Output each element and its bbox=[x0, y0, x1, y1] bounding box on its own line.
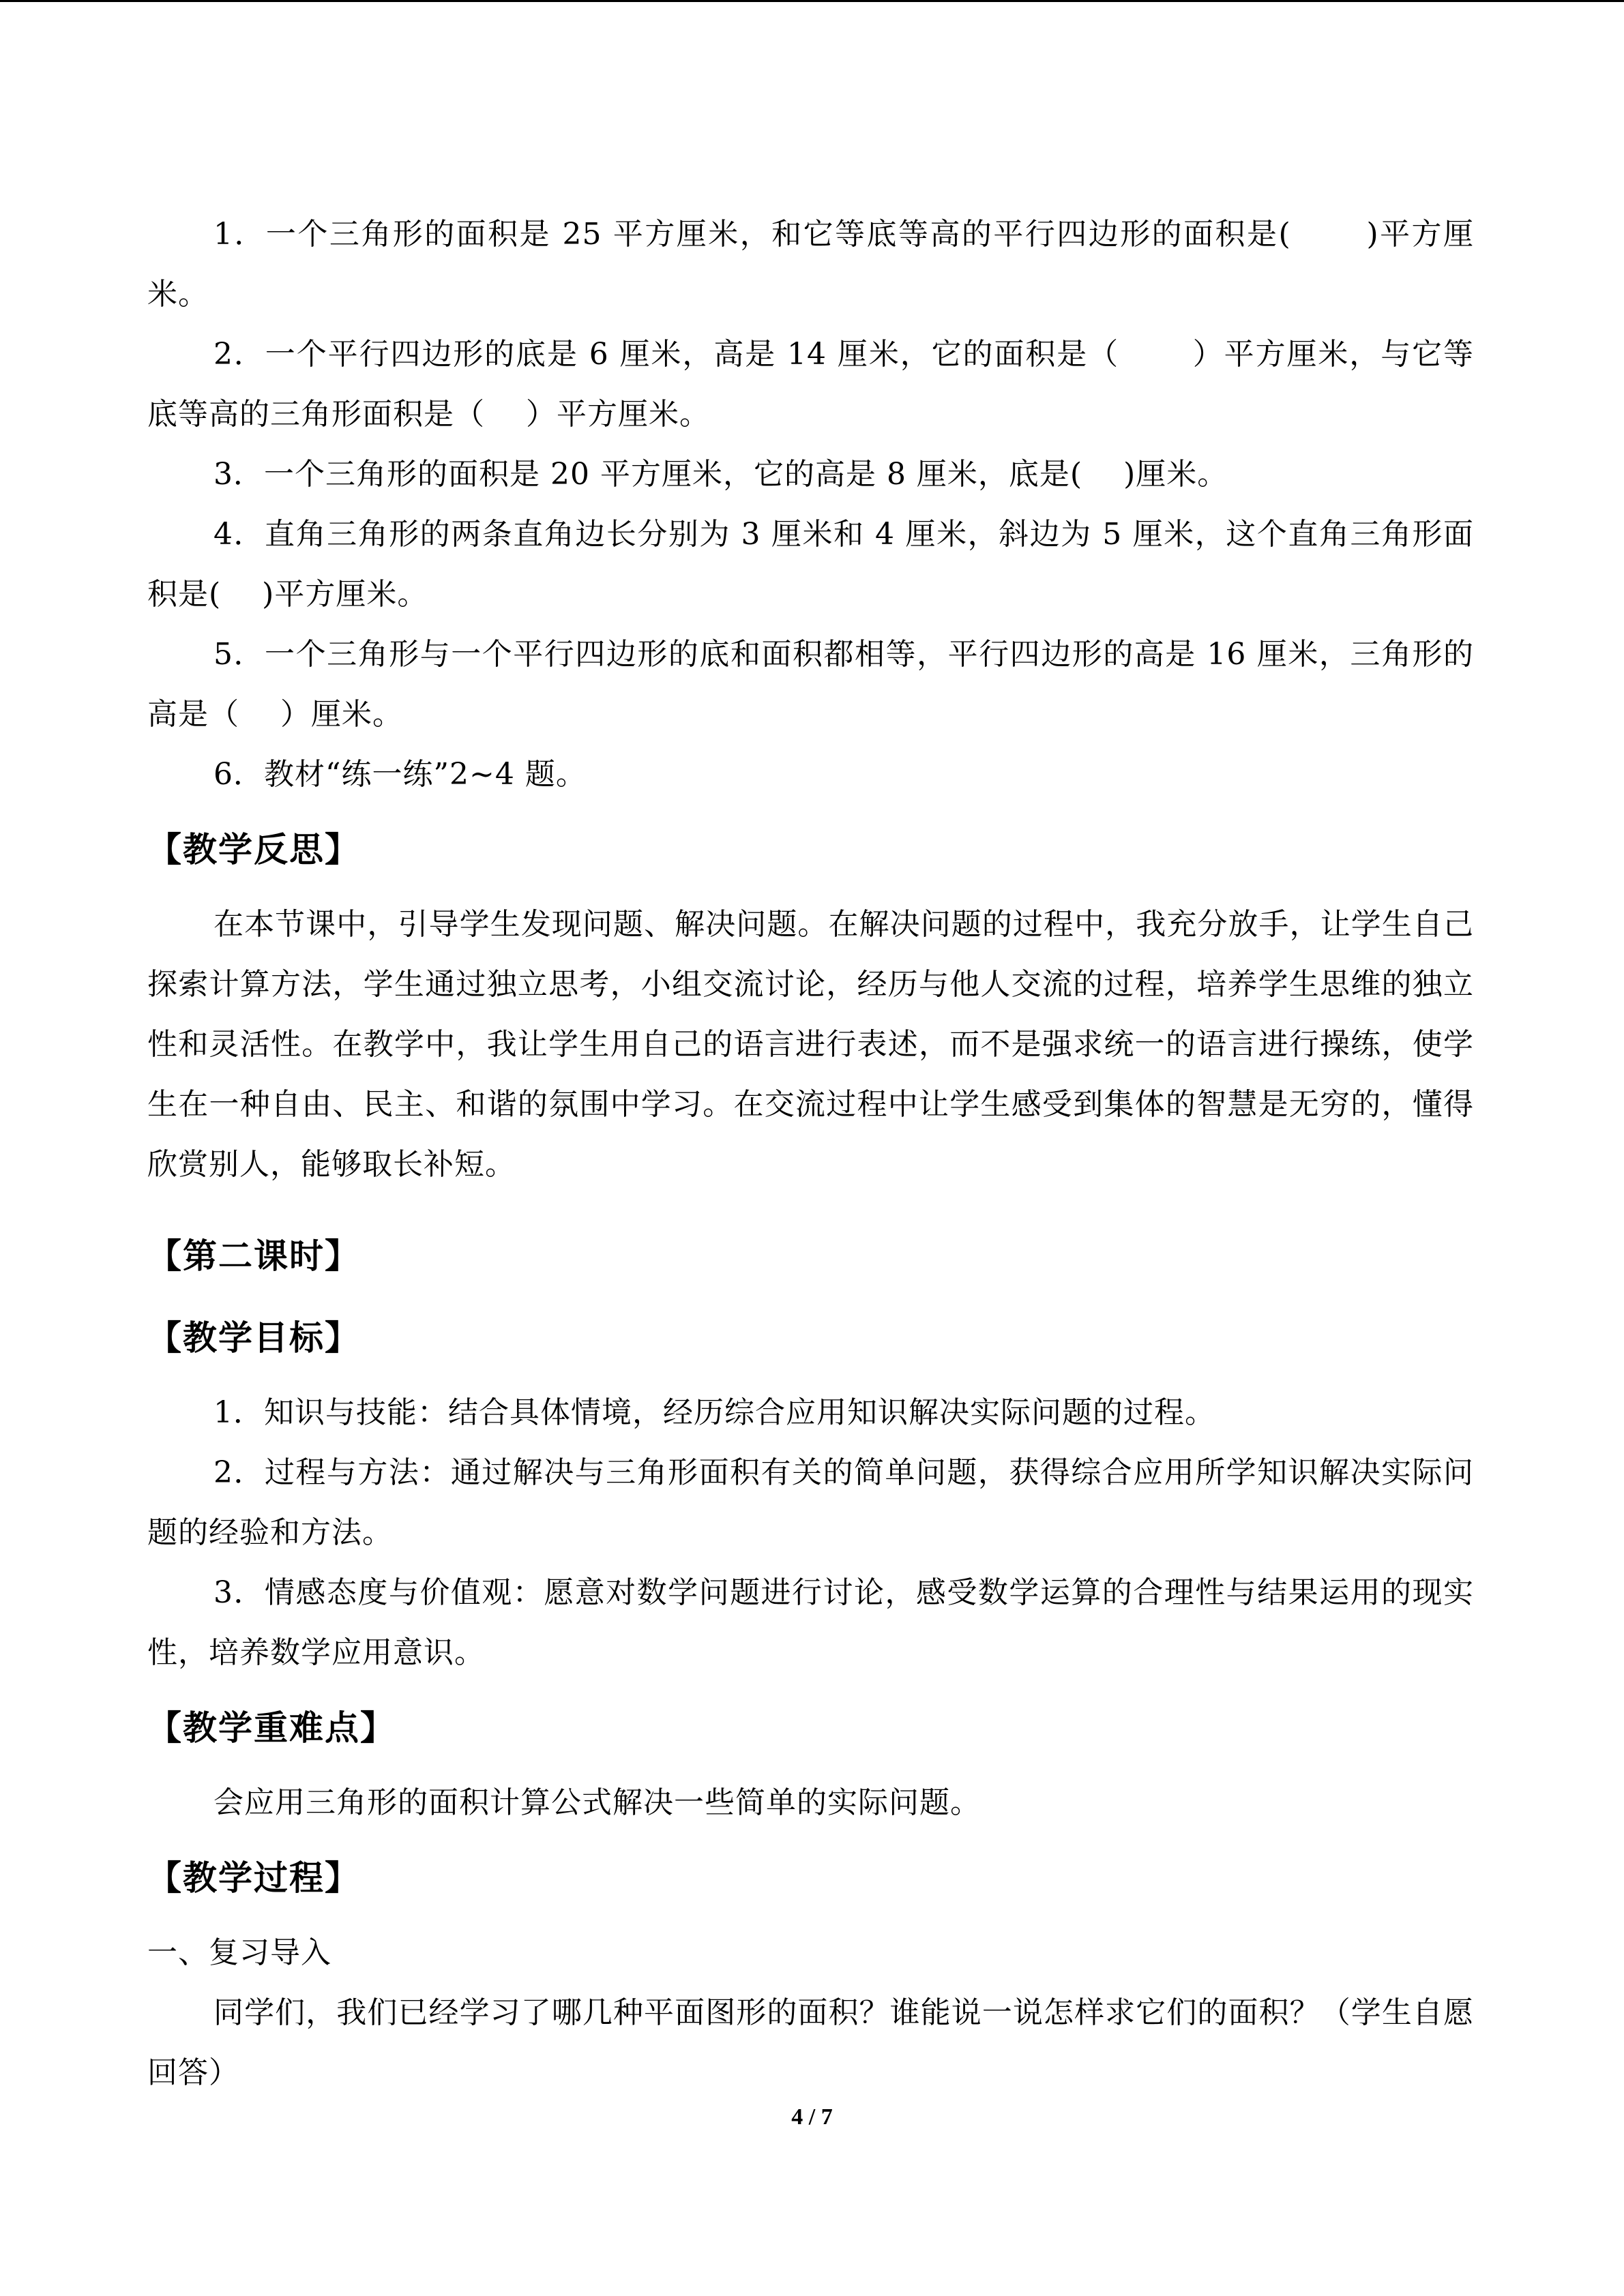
process-subheading: 一、复习导入 bbox=[147, 1935, 331, 1970]
process-heading: 【教学过程】 bbox=[147, 1858, 360, 1898]
objective-item: 2．过程与方法：通过解决与三角形面积有关的简单问题，获得综合应用所学知识解决实际问题的经验和方法。 bbox=[147, 1455, 1474, 1550]
exercise-item: 2．一个平行四边形的底是 6 厘米，高是 14 厘米，它的面积是（ ）平方厘米，与它等底等高的三角形面积是（ ）平方厘米。 bbox=[147, 337, 1474, 432]
reflection-heading: 【教学反思】 bbox=[147, 830, 360, 869]
document-page bbox=[147, 205, 1474, 2103]
exercise-item: 5．一个三角形与一个平行四边形的底和面积都相等，平行四边形的高是 16 厘米，三角形的高是（ ）厘米。 bbox=[147, 637, 1474, 732]
objective-item: 3．情感态度与价值观：愿意对数学问题进行讨论，感受数学运算的合理性与结果运用的现实性，培养数学应用意识。 bbox=[147, 1575, 1474, 1670]
exercise-item: 1．一个三角形的面积是 25 平方厘米，和它等底等高的平行四边形的面积是( )平方厘米。 bbox=[147, 217, 1474, 312]
exercise-item: 4．直角三角形的两条直角边长分别为 3 厘米和 4 厘米，斜边为 5 厘米，这个直角三角形面积是( )平方厘米。 bbox=[147, 517, 1474, 612]
exercise-item: 6．教材“练一练”2~4 题。 bbox=[213, 757, 587, 792]
key-points-heading: 【教学重难点】 bbox=[147, 1708, 396, 1748]
exercise-item: 3．一个三角形的面积是 20 平方厘米，它的高是 8 厘米，底是( )厘米。 bbox=[213, 457, 1228, 492]
objective-item: 1．知识与技能：结合具体情境，经历综合应用知识解决实际问题的过程。 bbox=[213, 1395, 1215, 1430]
second-lesson-heading: 【第二课时】 bbox=[147, 1236, 360, 1276]
reflection-text: 在本节课中，引导学生发现问题、解决问题。在解决问题的过程中，我充分放手，让学生自己探索计算方法，学生通过独立思考，小组交流讨论，经历与他人交流的过程，培养学生思维的独立性和灵活性。在教学中，我让学生用自己的语言进行表述，而不是强求统一的语言进行操练，使学生在一种自由、民主、和谐的氛围中学习。在交流过程中让学生感受到集体的智慧是无穷的，懂得欣赏别人，能够取长补短。 bbox=[147, 907, 1474, 1182]
key-points-text: 会应用三角形的面积计算公式解决一些简单的实际问题。 bbox=[213, 1785, 981, 1820]
process-text: 同学们，我们已经学习了哪几种平面图形的面积？谁能说一说怎样求它们的面积？（学生自愿回答） bbox=[147, 1995, 1474, 2090]
top-border-line bbox=[0, 0, 1624, 2]
page-number: 4 / 7 bbox=[791, 2104, 833, 2130]
objectives-heading: 【教学目标】 bbox=[147, 1318, 360, 1358]
